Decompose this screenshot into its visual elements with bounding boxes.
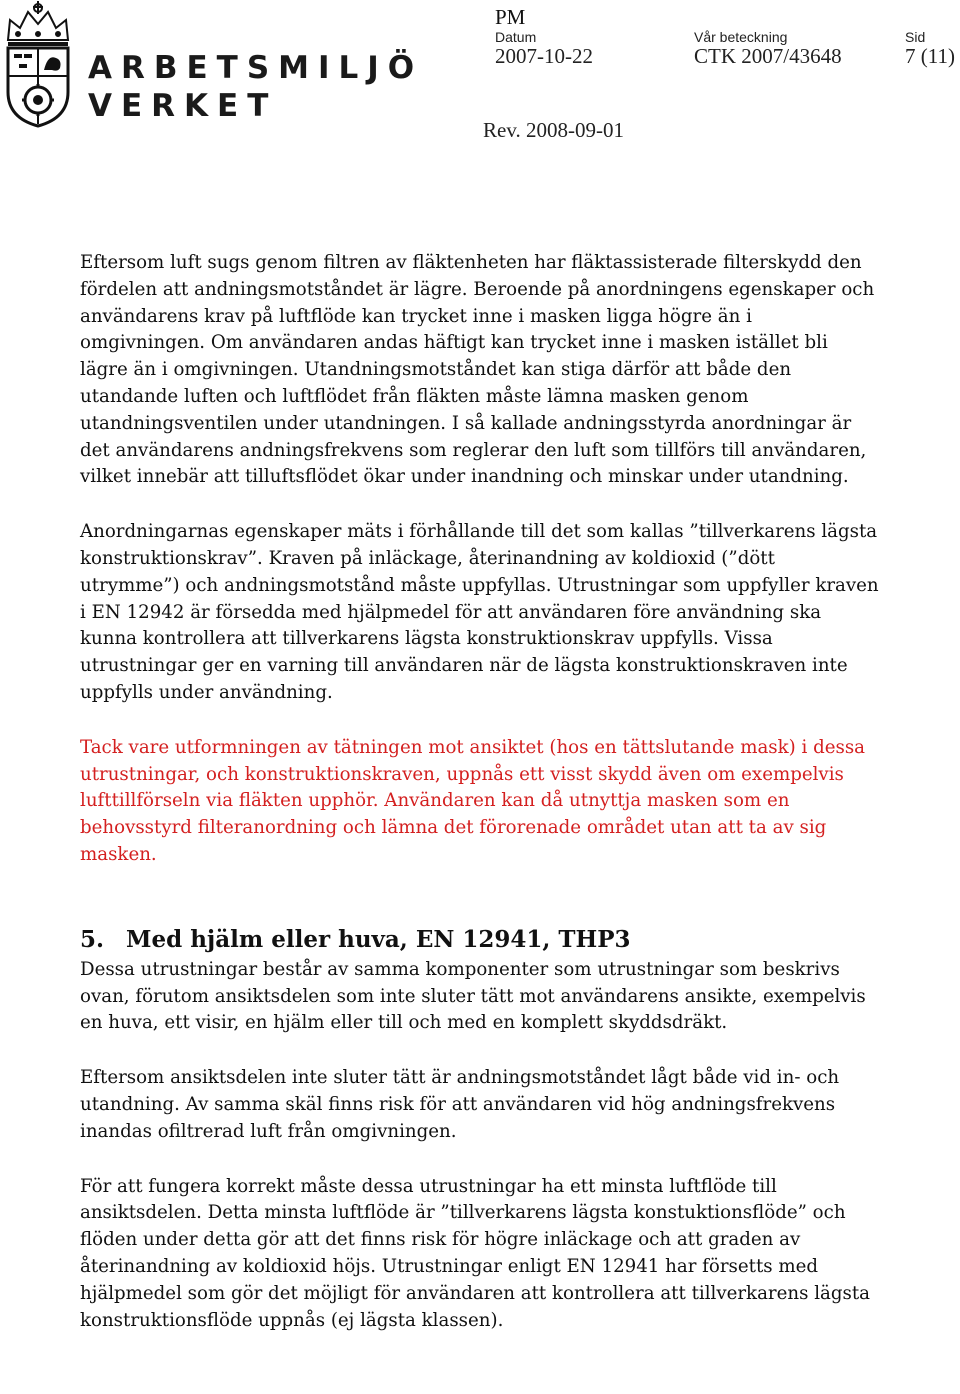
paragraph-minimum-airflow: För att fungera korrekt måste dessa utrustningar ha ett minsta luftflöde till ansiktsdelen. Detta minsta luftflöde är ”tillverkarens lägsta konstuktionsflöde” och flöden under detta gör att det finns risk för högre inläckage och att graden av återinandning av koldioxid höjs. Utrustningar enligt EN 12941 har försetts med hjälpmedel som gör det möjligt för användaren att kontrollera att tillverkarens lägsta konstruktionsflöde uppnås (ej lägsta klassen).	[80, 1175, 870, 1331]
date-label: Datum	[495, 29, 537, 45]
section-number: 5.	[80, 925, 105, 953]
document-type: PM	[495, 5, 526, 29]
document-body	[80, 250, 880, 1334]
section-heading	[80, 925, 880, 955]
paragraph-construction-requirements: Anordningarnas egenskaper mäts i förhållande till det som kallas ”tillverkarens lägsta konstruktionskrav”. Kraven på inläckage, återinandning av koldioxid (”dött utrymme”) och andningsmotstånd måste uppfyllas. Utrustningar som uppfyller kraven i EN 12942 är försedda med hjälpmedel för att användaren före användning ska kunna kontrollera att tillverkarens lägsta konstruktionskrav uppfylls. Vissa utrustningar ger en varning till användaren när de lägsta konstruktionskraven inte uppfylls under användning.	[80, 521, 879, 703]
page-number: 7 (11)	[905, 44, 955, 68]
logo-wordmark-line2: VERKET	[88, 88, 278, 124]
section-title: Med hjälm eller huva, EN 12941, THP3	[126, 925, 631, 953]
reference-value: CTK 2007/43648	[694, 44, 842, 68]
reference-label: Vår beteckning	[694, 29, 788, 45]
date-value: 2007-10-22	[495, 44, 593, 68]
paragraph-fan-assisted: Eftersom luft sugs genom filtren av fläktenheten har fläktassisterade filterskydd den fördelen att andningsmotståndet är lägre. Beroende på anordningens egenskaper och användarens krav på luftflöde kan trycket inne i masken ligga högre än i omgivningen. Om användaren andas häftigt kan trycket inne i masken istället bli lägre än i omgivningen. Utandningsmotståndet kan stiga därför att både den utandande luften och luftflödet från fläkten måste lämna masken genom utandningsventilen under utandningen. I så kallade andningsstyrda anordningar är det användarens andningsfrekvens som reglerar den luft som tillförs till användaren, vilket innebär att tilluftsflödet ökar under inandning och minskar under utandning.	[80, 252, 875, 488]
revision-date: Rev. 2008-09-01	[483, 118, 624, 142]
paragraph-highlighted-seal: Tack vare utformningen av tätningen mot ansiktet (hos en tättslutande mask) i dessa utrustningar, och konstruktionskraven, uppnås ett visst skydd även om exempelvis lufttillförseln via fläkten upphör. Användaren kan då utnyttja masken som en behovsstyrd filteranordning och lämna det förorenade området utan att ta av sig masken.	[80, 736, 866, 865]
agency-crest-logo	[0, 0, 76, 128]
paragraph-breathing-resistance: Eftersom ansiktsdelen inte sluter tätt är andningsmotståndet lågt både vid in- och utandning. Av samma skäl finns risk för att användaren vid hög andningsfrekvens inandas ofiltrerad luft från omgivningen.	[80, 1067, 840, 1142]
page-label: Sid	[905, 29, 926, 45]
logo-wordmark-line1: ARBETSMILJÖ	[88, 50, 424, 86]
paragraph-components: Dessa utrustningar består av samma komponenter som utrustningar som beskrivs ovan, förutom ansiktsdelen som inte sluter tätt mot användarens ansikte, exempelvis en huva, ett visir, en hjälm eller till och med en komplett skyddsdräkt.	[80, 958, 866, 1034]
